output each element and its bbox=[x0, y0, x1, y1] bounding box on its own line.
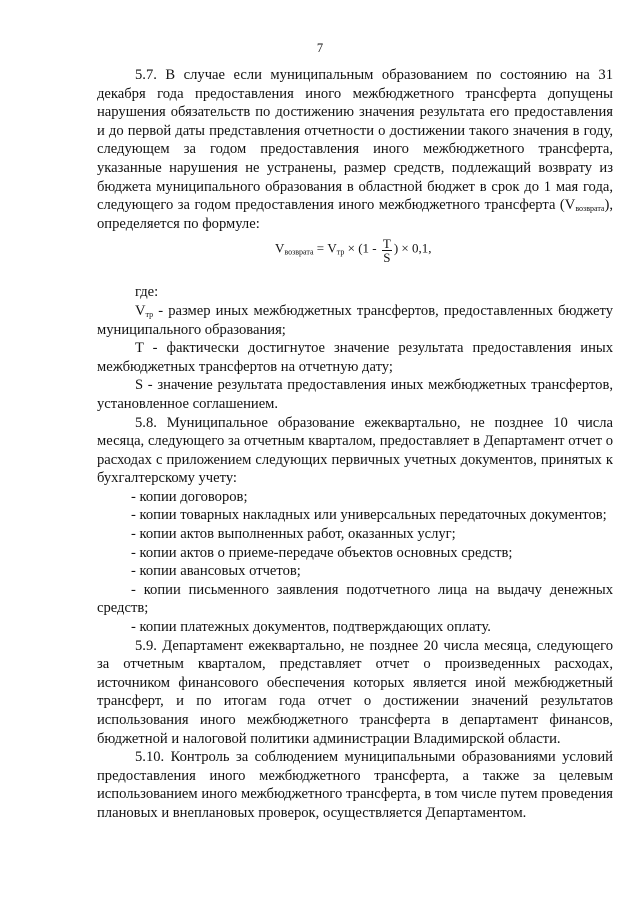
formula-tail: ) × 0,1, bbox=[393, 240, 432, 256]
formula-fraction bbox=[382, 237, 392, 264]
fraction-numerator: T bbox=[382, 236, 391, 252]
definition-s: S - значение результата предоставления иных межбюджетных трансфертов, установленное соглашением. bbox=[97, 377, 613, 412]
formula-eq: = V bbox=[313, 240, 337, 256]
paragraph-5-7 bbox=[97, 66, 613, 233]
formula-lhs-subscript: возврата bbox=[284, 247, 314, 257]
formula-lhs: V bbox=[275, 240, 285, 256]
return-formula bbox=[275, 236, 432, 266]
paragraph-5-9: 5.9. Департамент ежеквартально, не позднее 20 числа месяца, следующего за отчетным кварталом, представляет отчет о произведенных расходах, источником финансового обеспечения которых является иной межбюджетный трансферт, и по итогам года отчет о достижении значений результатов использования иного межбюджетного трансферта в департамент финансов, бюджетной и налоговой политики администрации Владимирской области. bbox=[97, 637, 613, 747]
list-item: - копии актов выполненных работ, оказанных услуг; bbox=[131, 526, 456, 543]
formula-rhs-subscript: тр bbox=[336, 247, 345, 257]
where-label: где: bbox=[135, 284, 159, 301]
fraction-denominator: S bbox=[383, 250, 391, 266]
definition-v-text: - размер иных межбюджетных трансфертов, предоставленных бюджету муниципального образования; bbox=[97, 302, 613, 338]
definition-v bbox=[97, 302, 613, 339]
list-item: - копии товарных накладных или универсальных передаточных документов; bbox=[131, 507, 607, 524]
document-body bbox=[97, 66, 613, 823]
formula-block bbox=[97, 233, 613, 283]
page-number: 7 bbox=[316, 41, 324, 55]
paragraph-5-8: 5.8. Муниципальное образование ежеквартально, не позднее 10 числа месяца, следующего за отчетным кварталом, предоставляет в Департамент отчет о расходах с приложением следующих первичных учетных документов, принятых к бухгалтерскому учету: bbox=[97, 414, 613, 487]
definition-v-subscript: тр bbox=[145, 309, 154, 319]
paragraph-5-7-tail: ), определяется по формуле: bbox=[97, 197, 613, 232]
list-item: - копии авансовых отчетов; bbox=[131, 563, 301, 580]
paragraph-5-7-text: 5.7. В случае если муниципальным образованием по состоянию на 31 декабря года предоставления иного межбюджетного трансферта допущены нарушения обязательств по достижению значения результата его предоставления и до первой даты представления отчетности о достижении такого значения в году, следующем за годом предоставления иного межбюджетного трансферта, указанные нарушения не устранены, размер средств, подлежащий возврату из бюджета муниципального образования в областной бюджет в срок до 1 мая года, следующего за годом предоставления иного межбюджетного трансферта (V bbox=[97, 67, 613, 214]
list-item: - копии письменного заявления подотчетного лица на выдачу денежных средств; bbox=[97, 581, 613, 617]
list-item: - копии платежных документов, подтверждающих оплату. bbox=[131, 619, 491, 636]
list-item: - копии актов о приеме-передаче объектов основных средств; bbox=[131, 544, 513, 561]
paragraph-5-10: 5.10. Контроль за соблюдением муниципальными образованиями условий предоставления иного межбюджетного трансферта, а также за целевым использованием иного межбюджетного трансферта, в том числе путем проведения плановых и внеплановых проверок, осуществляется Департаментом. bbox=[97, 749, 613, 821]
formula-mid: × (1 - bbox=[344, 240, 380, 256]
list-item: - копии договоров; bbox=[131, 488, 248, 505]
definition-v-symbol: V bbox=[135, 302, 146, 319]
definition-t: T - фактически достигнутое значение результата предоставления иных межбюджетных трансфертов на отчетную дату; bbox=[97, 340, 613, 375]
v-return-subscript: возврата bbox=[575, 204, 605, 214]
